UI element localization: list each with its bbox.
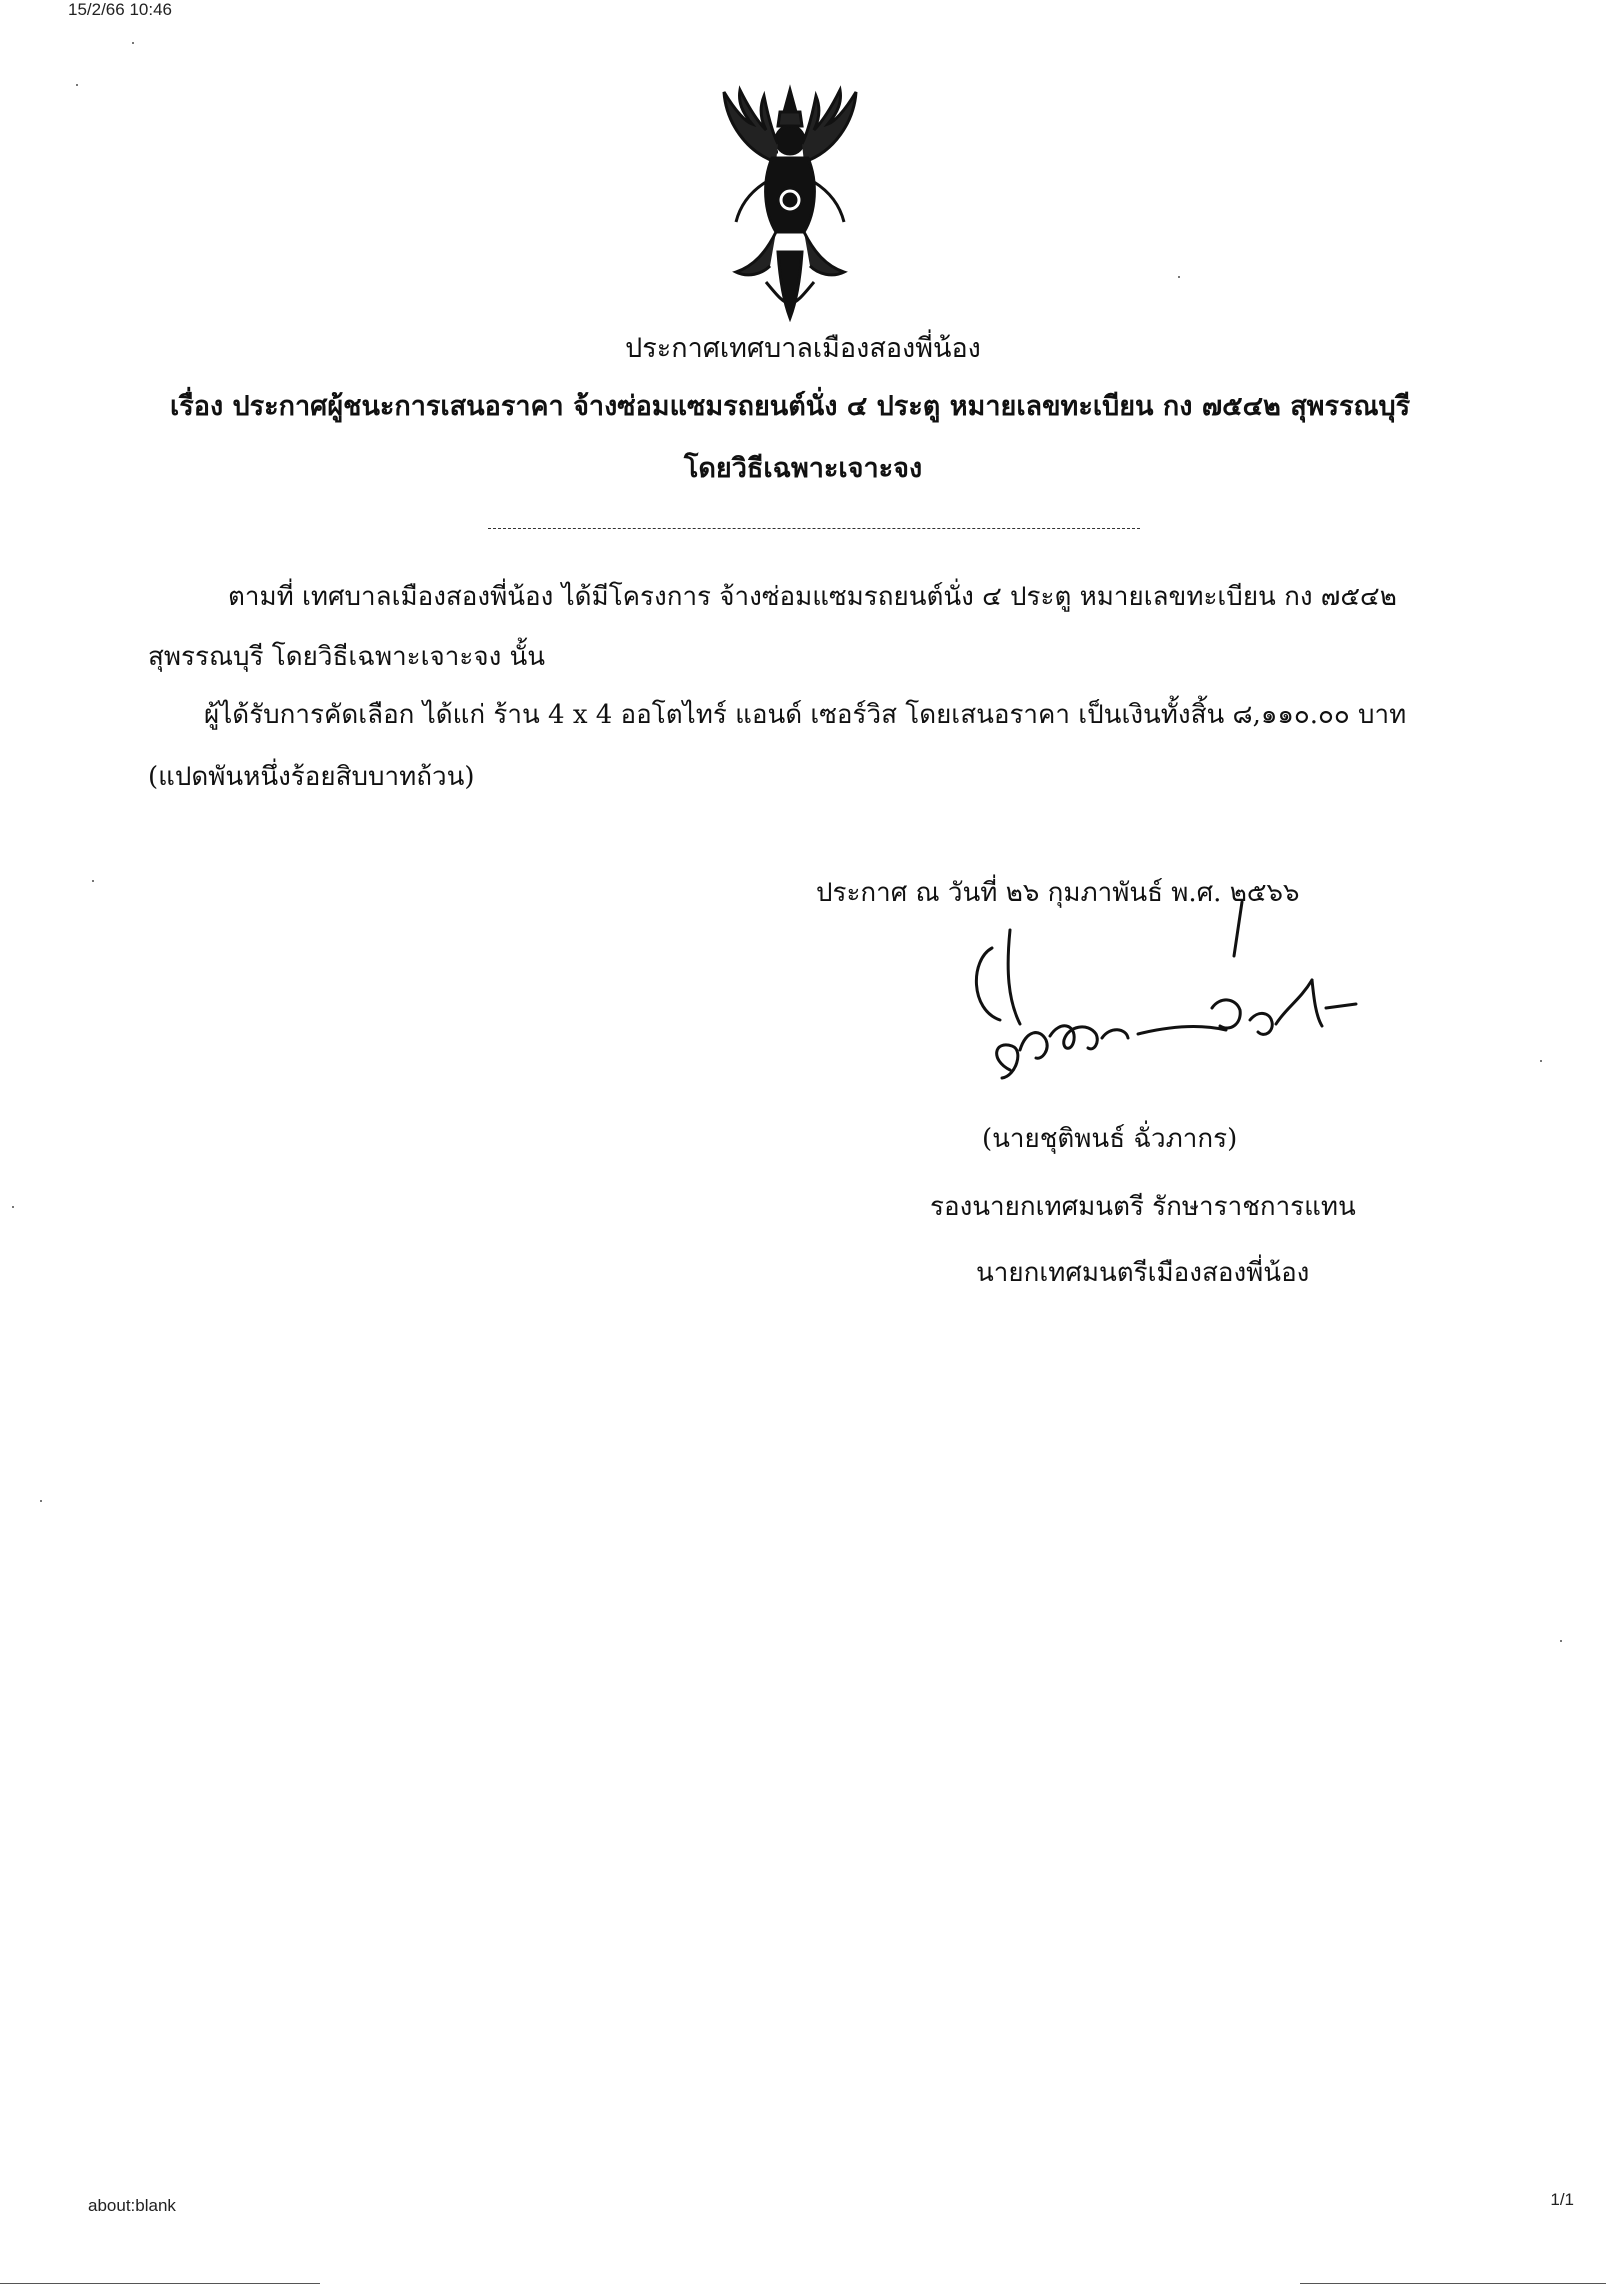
signature-mark (950, 900, 1370, 1130)
garuda-emblem-icon (706, 82, 874, 322)
scan-speck (76, 84, 78, 86)
divider-rule (488, 528, 1140, 529)
scan-speck (1540, 1060, 1542, 1062)
bottom-rule-right (1300, 2283, 1606, 2284)
paragraph-2-line-1: ผู้ได้รับการคัดเลือก ได้แก่ ร้าน 4 x 4 ออโตไทร์ แอนด์ เซอร์วิส โดยเสนอราคา เป็นเงินทั้งสิ้น ๘,๑๑๐.๐๐ บาท (204, 700, 1407, 730)
signer-position-1: รองนายกเทศมนตรี รักษาราชการแทน (930, 1192, 1356, 1222)
paragraph-1-line-1: ตามที่ เทศบาลเมืองสองพี่น้อง ได้มีโครงการ จ้างซ่อมแซมรถยนต์นั่ง ๔ ประตู หมายเลขทะเบียน กง ๗๕๔๒ (228, 582, 1397, 612)
scan-speck (92, 880, 94, 882)
footer-url: about:blank (88, 2196, 176, 2215)
paragraph-2-line-2: (แปดพันหนึ่งร้อยสิบบาทถ้วน) (148, 762, 475, 792)
subject-line-2: โดยวิธีเฉพาะเจาะจง (683, 453, 923, 484)
bottom-rule-left (0, 2283, 320, 2284)
subject-line-1: เรื่อง ประกาศผู้ชนะการเสนอราคา จ้างซ่อมแซมรถยนต์นั่ง ๔ ประตู หมายเลขทะเบียน กง ๗๕๔๒ สุพรรณบุรี (170, 391, 1411, 422)
signer-name: (นายชุติพนธ์ ฉั่วภากร) (982, 1124, 1238, 1154)
scan-speck (132, 42, 134, 44)
announce-date: ประกาศ ณ วันที่ ๒๖ กุมภาพันธ์ พ.ศ. ๒๕๖๖ (816, 878, 1300, 908)
paragraph-1-line-2: สุพรรณบุรี โดยวิธีเฉพาะเจาะจง นั้น (148, 642, 546, 672)
print-datetime: 15/2/66 10:46 (68, 0, 172, 19)
scan-speck (40, 1500, 42, 1502)
scan-speck (1178, 276, 1180, 278)
footer-page-number: 1/1 (1550, 2190, 1574, 2209)
signer-position-2: นายกเทศมนตรีเมืองสองพี่น้อง (976, 1258, 1310, 1288)
scan-speck (12, 1206, 14, 1208)
scan-speck (1560, 1640, 1562, 1642)
document-title: ประกาศเทศบาลเมืองสองพี่น้อง (625, 333, 981, 364)
